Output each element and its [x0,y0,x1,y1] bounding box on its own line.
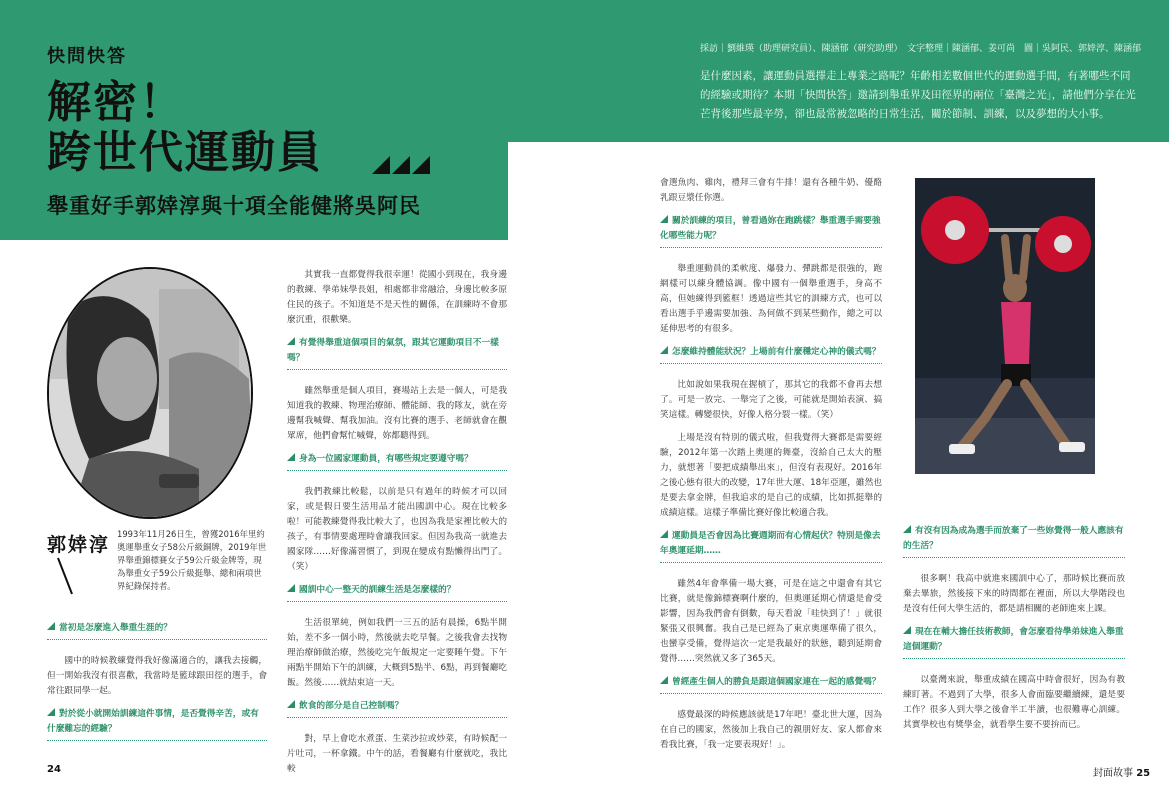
section-label: 快問快答 [47,46,127,67]
triangle-bullet-icon [660,215,668,223]
answer-paragraph: 會選魚肉、雞肉，禮拜三會有牛排！還有各種牛奶、優酪乳跟豆漿任你選。 [660,178,882,203]
question-heading: 運動員是否會因為比賽週期而有心情起伏？特別是像去年奧運延期…… [660,529,882,563]
question-heading: 現在在輔大擔任技術教師，會怎麼看待學弟妹進入舉重這個運動？ [903,625,1125,659]
answer-paragraph: 其實我一直都覺得我很幸運！從國小到現在，我身邊的教練、學弟妹學長姐，相處都非常融洽，身邊比較多原住民的孩子。不知道是不是天性的關係，在訓練時不會那麼沉重，很歡樂。 [287,270,507,325]
column-3 [660,176,882,761]
question-heading: 有覺得舉重這個項目的氣氛，跟其它運動項目不一樣嗎？ [287,336,507,370]
question-heading: 當初是怎麼進入舉重生涯的？ [47,621,267,640]
question-heading: 怎麼維持體能狀況？上場前有什麼穩定心神的儀式嗎？ [660,345,882,364]
page-subtitle: 舉重好手郭婞淳與十項全能健將吳阿民 [47,194,421,218]
section-footer-label: 封面故事 [1093,768,1133,779]
question-heading: 飲食的部分是自己控制嗎？ [287,699,507,718]
question-heading: 身為一位國家運動員，有哪些規定要遵守嗎？ [287,452,507,471]
answer-paragraph: 雖然4年會準備一場大賽，可是在這之中還會有其它比賽，就是像錦標賽啊什麼的，但奧運延期心情還是會受影響，因為我們會有倒數，每天看說「哇快到了！」就很緊張又很興奮。我自己是已經為了東京奧運準備了很久，也蠻享受備，覺得這次一定是我最好的狀態，聽到延期會覺得……突然就又多了365天。 [660,579,882,664]
answer-paragraph: 對，早上會吃水煮蛋、生菜沙拉或炒菜，有時候配一片吐司，一杯拿鐵。中午的話，看餐廳有什麼就吃，我比較 [287,734,507,774]
triangle-bullet-icon [660,676,668,684]
title-line-1: 解密！ [47,77,185,128]
athlete-bio: 1993年11月26日生，曾獲2016年里約奧運舉重女子58公斤級銅牌，2019年世界舉重錦標賽女子59公斤級金牌等，現為舉重女子59公斤級挺舉、總和兩項世界紀錄保持者。 [117,529,267,591]
credits-line: 採訪｜劉維瑛（助理研究員）、陳涵郁（研究助理） 文字整理｜陳涵郁、姜可尚 圖｜吳阿民、郭婞淳、陳涵郁 [700,44,1142,54]
weightlifting-photo [915,178,1095,474]
athlete-portrait [47,267,253,519]
answer-paragraph: 感覺最深的時候應該就是17年吧！臺北世大運，因為在自己的國家，然後加上我自己的親朋好友、家人都會來看我比賽，「我一定要表現好！」。 [660,710,882,750]
question-heading: 關於訓練的項目，曾看過妳在跑跳樣？舉重選手需要強化哪些能力呢？ [660,214,882,248]
triangle-bullet-icon [660,530,668,538]
column-1 [47,617,267,755]
page-number-left: 24 [47,764,61,775]
column-2 [287,268,507,785]
answer-paragraph: 我們教練比較鬆，以前是只有過年的時候才可以回家，或是假日要生活用品才能出國訓中心。現在比較多啦！可能教練覺得我比較大了，也因為我是家裡比較大的孩子，有事情要處理時會讓我回家。但因為我高一就進去國家隊……好像滿習慣了，到現在變成有點懶得出門了。（笑） [287,487,507,572]
answer-paragraph: 以臺灣來說，舉重成績在國高中時會很好，因為有教練盯著。不過到了大學，很多人會面臨要繼續練，還是要工作？很多人到大學之後會半工半讀，也很難專心訓練。其實學校也有獎學金，就看學生要不要拚而已。 [903,675,1125,730]
answer-paragraph: 國中的時候教練覺得我好像滿適合的，讓我去接觸，但一開始我沒有很喜歡，我當時是籃球跟田徑的選手，會常往跟同學一起。 [47,656,267,696]
portrait-illustration [49,269,253,519]
weightlifter-illustration [915,178,1095,474]
intro-paragraph: 是什麼因素，讓運動員選擇走上專業之路呢？年齡相差數個世代的運動選手間，有著哪些不同的經驗或期待？本期「快問快答」邀請到舉重界及田徑界的兩位「臺灣之光」，請他們分享在光芒背後那些最辛勞，卻也最常被忽略的日常生活，關於節制、訓練，以及夢想的大小事。 [700,70,1136,120]
answer-paragraph: 比如說如果我現在握槓了，那其它的我都不會再去想了。可是一放完、一舉完了之後，可能就是開始表演、搞笑這樣。轉變很快，好像人格分裂一樣。（笑） [660,380,882,420]
triangle-bullet-icon [903,626,911,634]
column-4 [903,520,1125,741]
question-heading: 有沒有因為成為選手而放棄了一些妳覺得一般人應該有的生活？ [903,524,1125,558]
answer-paragraph: 很多啊！我高中就進來國訓中心了，那時候比賽而放棄去畢旅，然後接下來的時間都在裡面，所以大學階段也是沒有任何大學生活的，都是請相關的老師進來上課。 [903,574,1125,614]
triangle-bullet-icon [47,708,55,716]
triangle-bullet-icon [287,584,295,592]
page-number-right: 25 [1136,768,1151,779]
triangle-bullet-icon [47,622,55,630]
triangle-bullet-icon [287,453,295,461]
athlete-name: 郭婞淳 [47,534,111,556]
question-heading: 曾經產生個人的勝負是跟這個國家連在一起的感覺嗎？ [660,675,882,694]
question-heading: 對於從小就開始訓練這件事情，是否覺得辛苦，或有什麼難忘的經驗？ [47,707,267,741]
page-title [47,78,323,178]
triangle-bullet-icon [287,337,295,345]
question-heading: 國訓中心一整天的訓練生活是怎麼樣的？ [287,583,507,602]
triangle-bullet-icon [660,346,668,354]
title-line-2: 跨世代運動員 [47,127,323,178]
answer-paragraph: 生活很單純，例如我們一三五的話有晨操，6點半開始，差不多一個小時，然後就去吃早餐。之後我會去找物理治療師做治療，然後吃完午飯規定一定要睡午覺。下午兩點半開始下午的訓練，大概到5點半、6點，再到餐廳吃飯。然後……就結束這一天。 [287,618,507,688]
decorative-slash-icon [56,556,76,596]
answer-paragraph: 舉重運動員的柔軟度、爆發力、彈跳都是很強的，跑網樣可以練身體協調。像中國有一個舉重選手，身高不高，但她練得到籃框！透過這些其它的訓練方式，也可以看出選手乎邊需要加強、為何做不到某些動作，總之可以延伸思考的有很多。 [660,264,882,334]
page-footer-right [1093,764,1150,779]
triangle-bullet-icon [287,700,295,708]
triangle-bullet-icon [903,525,911,533]
triangle-arrows-icon [372,152,432,176]
answer-paragraph: 上場是沒有特別的儀式啦，但我覺得大賽都是需要經驗，2012年第一次踏上奧運的舞臺，沒給自己太大的壓力，就想著「要把成績舉出來」，但沒有表現好。2016年之後心態有很大的改變，17年世大運、18年亞運，雖然也是要去拿金牌，但我追求的是自己的成績，比如抓挺舉的成績這樣。這樣子準備比賽好像比較適合我。 [660,433,882,518]
answer-paragraph: 雖然舉重是個人項目，賽場站上去是一個人，可是我知道我的教練、物理治療師、體能師、我的隊友，就在旁邊幫我喊聲、幫我加油。沒有比賽的選手、老師就會在觀眾席，他們會幫忙喊聲，妳都聽得到。 [287,386,507,441]
